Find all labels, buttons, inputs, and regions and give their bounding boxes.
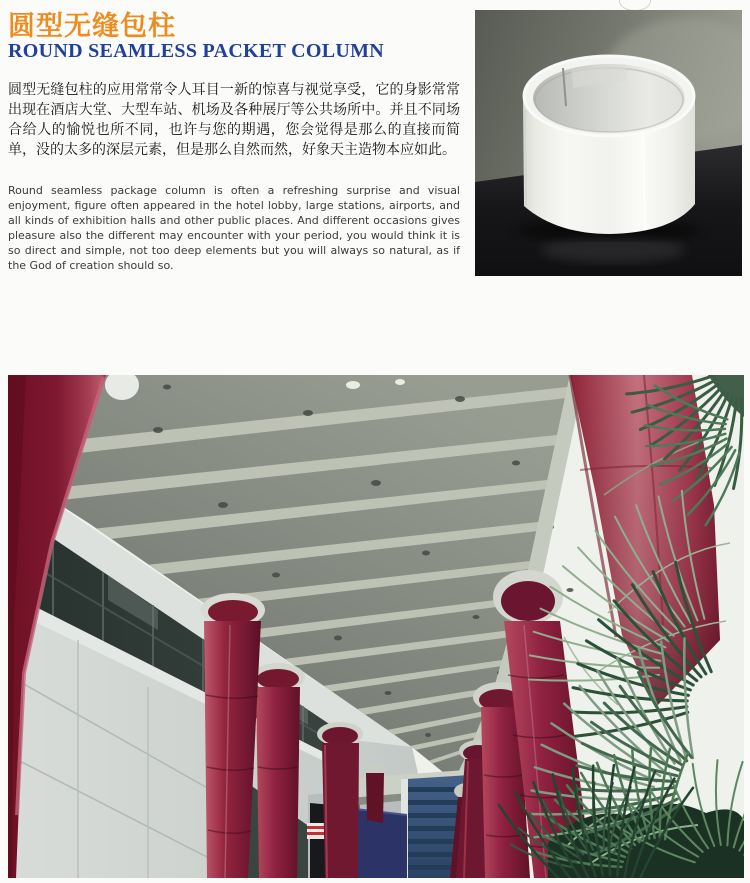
red-column	[256, 687, 300, 878]
intro-paragraph-english: Round seamless package column is often a refreshing surprise and visual enjoyment, figure often appeared in the hotel lobby, large stations, airports, and all kinds of exhibition halls and other public places. And different occasions gives pleasure also the different may encounter with your period, you would think it is so direct and simple, not too deep elements but you will always so natural, as if the God of creation should so.	[8, 184, 460, 272]
product-photo-canvas	[475, 10, 742, 276]
small-sign	[307, 823, 326, 839]
application-photo-canvas	[8, 375, 744, 878]
product-photo	[475, 10, 742, 276]
round-column-sample	[523, 55, 695, 234]
application-photo	[8, 375, 744, 878]
ceiling-fixture	[346, 381, 360, 389]
intro-paragraph-chinese: 圆型无缝包柱的应用常常令人耳目一新的惊喜与视觉享受，它的身影常常出现在酒店大堂、大型车站、机场及各种展厅等公共场所中。并且不同场合给人的愉悦也所不同，也许与您的期遇，您会觉得是那么的直接而简单，没的太多的深层元素，但是那么自然而然，好象天主造物本应如此。	[8, 82, 460, 158]
ceiling-fixture	[395, 379, 405, 385]
red-column	[366, 773, 384, 823]
page-title-english: ROUND SEAMLESS PACKET COLUMN	[8, 40, 385, 62]
page-title-chinese: 圆型无缝包柱	[8, 11, 176, 42]
